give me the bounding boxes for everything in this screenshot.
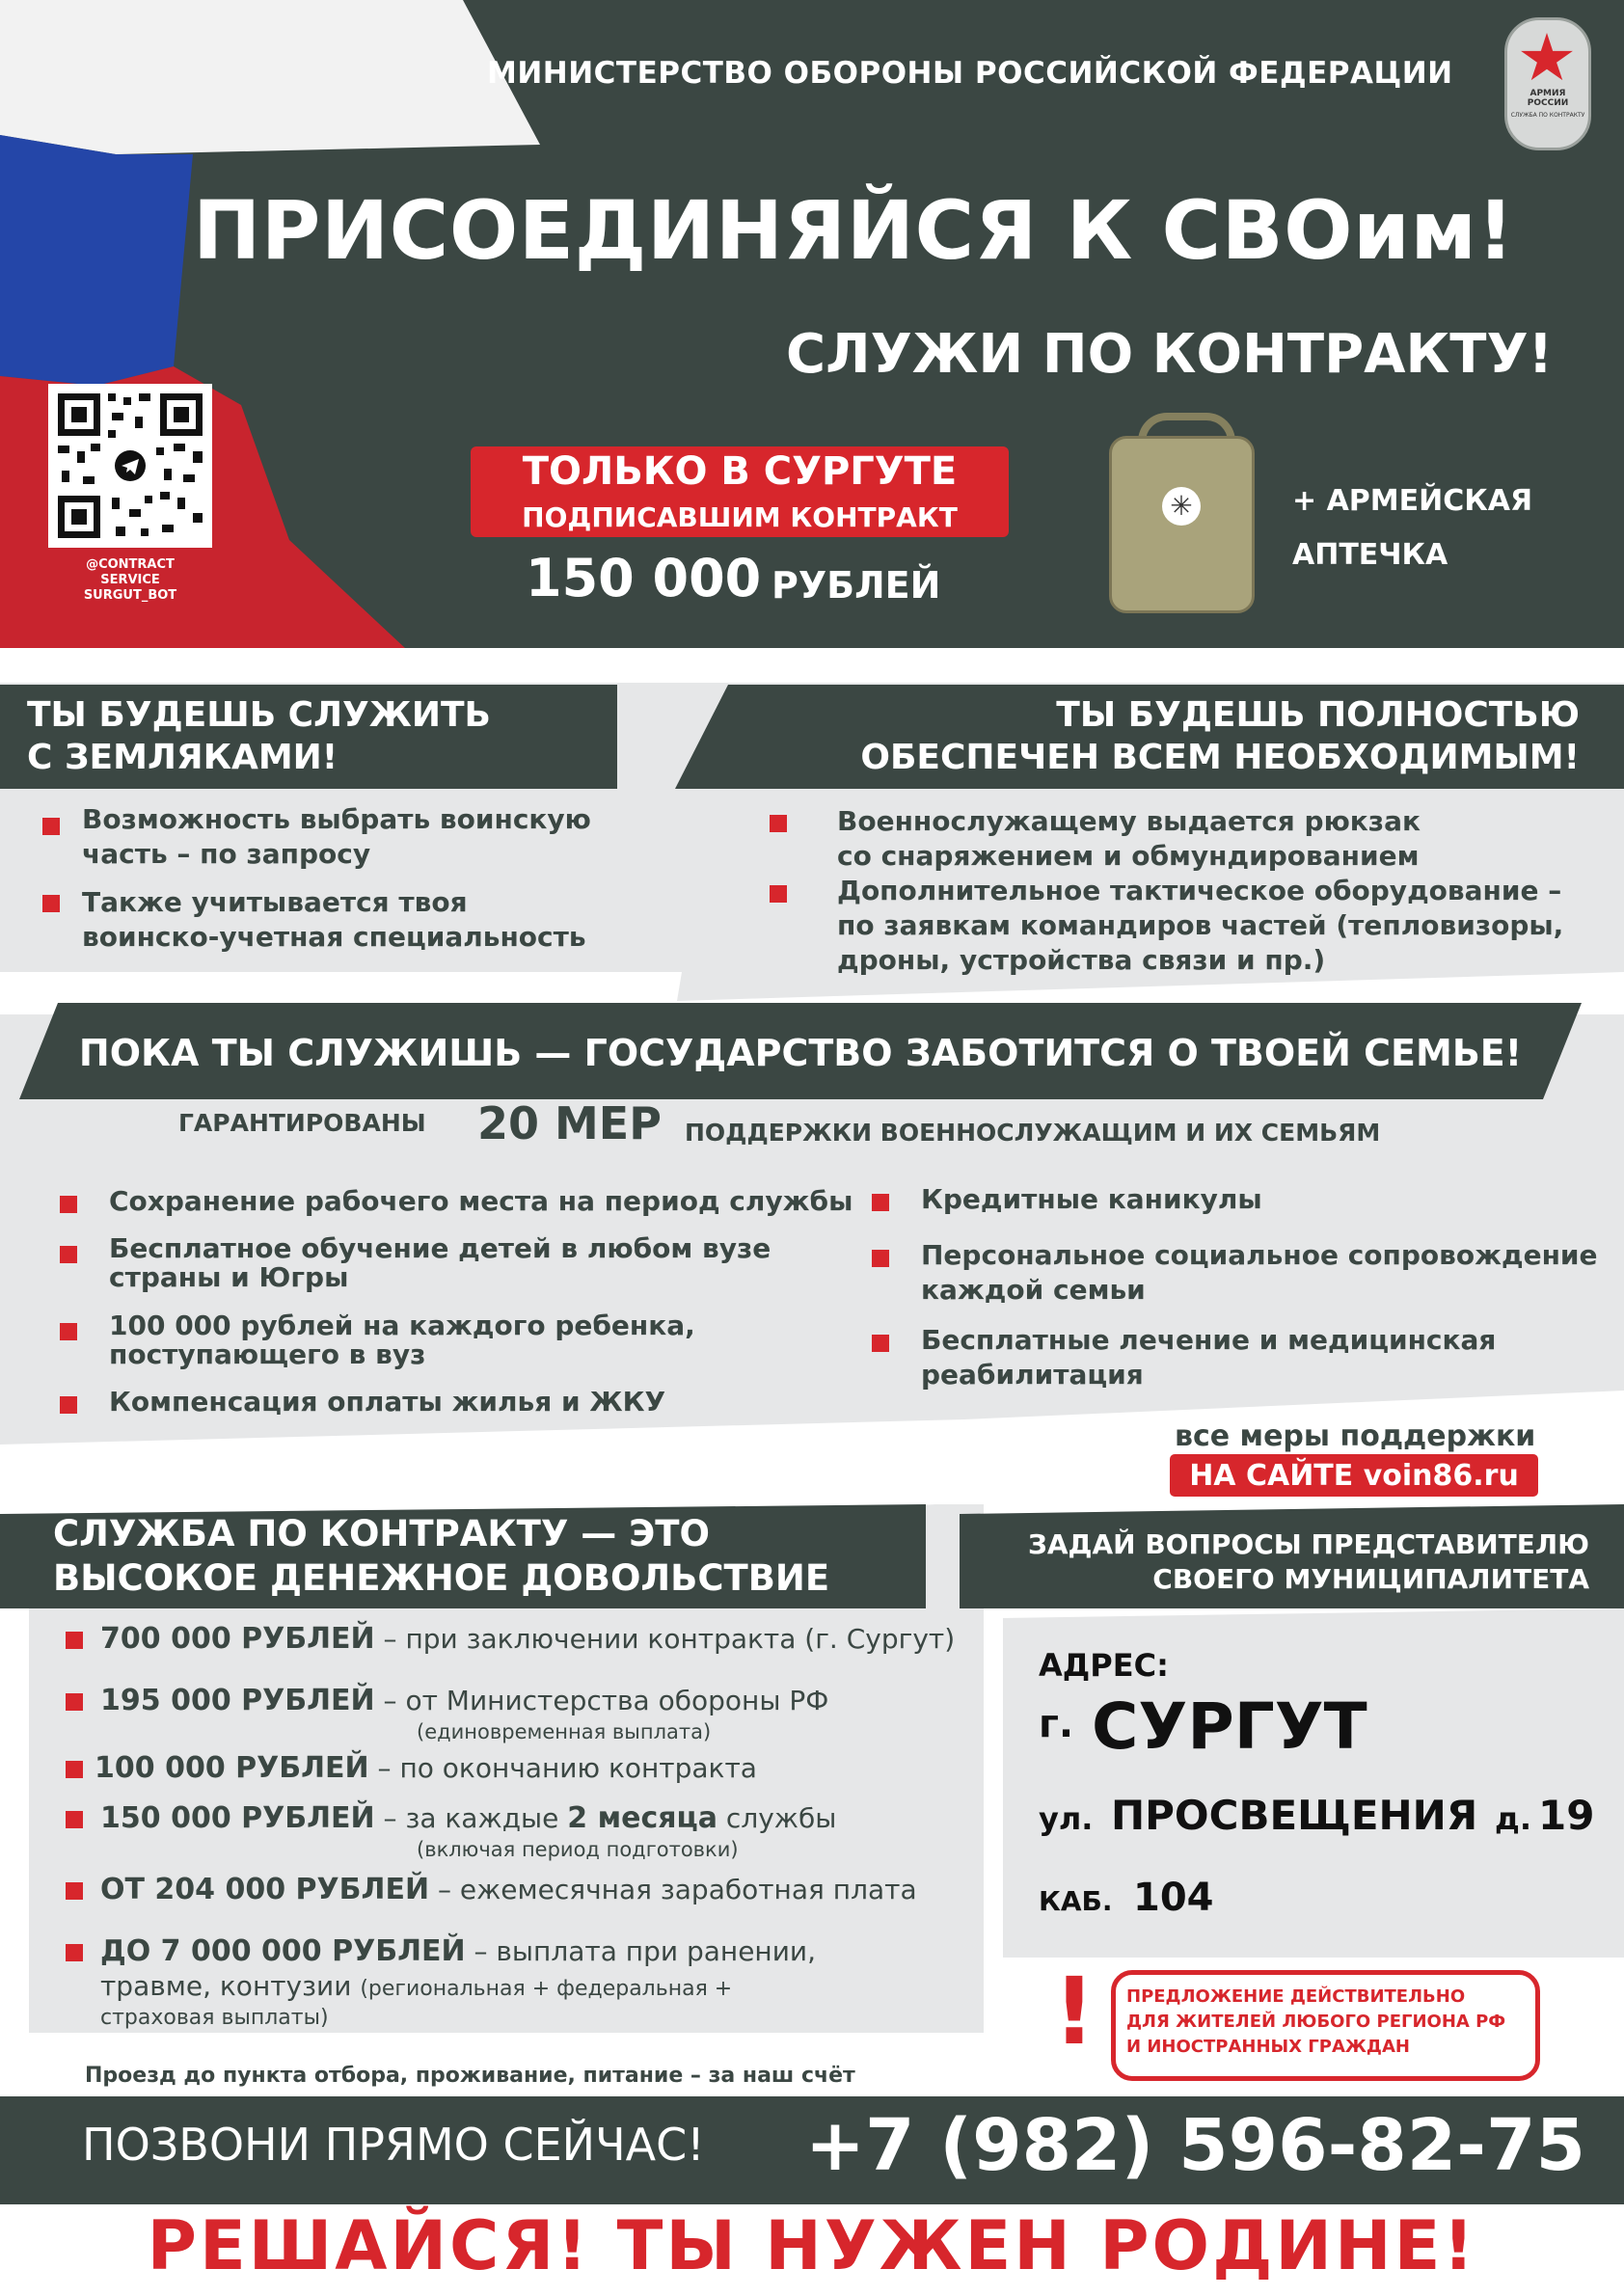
support-note: все меры поддержки: [1175, 1419, 1536, 1453]
bullet-icon: [66, 1761, 83, 1778]
city-prefix: г.: [1039, 1702, 1074, 1746]
bullet-icon: [60, 1246, 77, 1263]
badge-title: ТОЛЬКО В СУРГУТЕ: [522, 449, 958, 494]
bullet-icon: [42, 895, 60, 912]
house-prefix: д.: [1495, 1800, 1531, 1837]
equipment-title: ТЫ БУДЕШЬ ПОЛНОСТЬЮ ОБЕСПЕЧЕН ВСЕМ НЕОБХОДИМЫМ!: [860, 695, 1580, 777]
room-prefix: КАБ.: [1039, 1885, 1113, 1917]
money-item: ОТ 204 000 РУБЛЕЙ – ежемесячная заработная плата: [100, 1873, 917, 1906]
bullet-icon: [66, 1632, 83, 1649]
money-note: (единовременная выплата): [417, 1720, 712, 1743]
money-item: 100 000 РУБЛЕЙ – по окончанию контракта: [95, 1751, 757, 1785]
measures-post: ПОДДЕРЖКИ ВОЕННОСЛУЖАЩИМ И ИХ СЕМЬЯМ: [685, 1119, 1381, 1147]
bullet-icon: [872, 1335, 889, 1352]
bullet-icon: [42, 818, 60, 835]
list-item: Возможность выбрать воинскую часть – по запросу: [82, 803, 591, 870]
emblem-subtext: СЛУЖБА ПО КОНТРАКТУ: [1510, 112, 1585, 119]
final-slogan: РЕШАЙСЯ! ТЫ НУЖЕН РОДИНЕ!: [147, 2206, 1477, 2285]
bullet-icon: [872, 1250, 889, 1267]
list-item: Сохранение рабочего места на период службы: [109, 1185, 853, 1217]
money-title: СЛУЖБА ПО КОНТРАКТУ — ЭТО ВЫСОКОЕ ДЕНЕЖНОЕ ДОВОЛЬСТВИЕ: [53, 1513, 830, 1599]
list-item: 100 000 рублей на каждого ребенка, поступающего в вуз: [109, 1310, 695, 1370]
bullet-icon: [60, 1323, 77, 1340]
qr-code[interactable]: [48, 384, 212, 548]
bullet-icon: [770, 815, 787, 832]
list-item: Кредитные каникулы: [921, 1183, 1262, 1215]
headline: ПРИСОЕДИНЯЙСЯ К СВОим!: [193, 183, 1515, 278]
street-prefix: ул.: [1039, 1800, 1094, 1837]
money-item-line2: травме, контузии (региональная + федеральная +: [100, 1970, 733, 2002]
site-link[interactable]: НА САЙТЕ voin86.ru: [1189, 1459, 1519, 1493]
qr-caption: @CONTRACT SERVICE SURGUT_BOT: [83, 557, 177, 603]
contact-title: ЗАДАЙ ВОПРОСЫ ПРЕДСТАВИТЕЛЮ СВОЕГО МУНИЦИПАЛИТЕТА: [1027, 1528, 1589, 1595]
room-number: 104: [1133, 1876, 1214, 1920]
measures-pre: ГАРАНТИРОВАНЫ: [178, 1109, 426, 1137]
money-item: 150 000 РУБЛЕЙ – за каждые 2 месяца службы: [100, 1801, 837, 1835]
badge-subtitle: ПОДПИСАВШИМ КОНТРАКТ: [522, 501, 958, 533]
bullet-icon: [66, 1811, 83, 1828]
list-item: Персональное социальное сопровождение каждой семьи: [921, 1239, 1598, 1306]
money-note: страховая выплаты): [100, 2006, 329, 2030]
list-item: Компенсация оплаты жилья и ЖКУ: [109, 1386, 666, 1418]
bullet-icon: [872, 1194, 889, 1211]
bullet-icon: [60, 1396, 77, 1414]
money-item: 700 000 РУБЛЕЙ – при заключении контракта (г. Сургут): [100, 1622, 956, 1656]
offer-text: ПРЕДЛОЖЕНИЕ ДЕЙСТВИТЕЛЬНО ДЛЯ ЖИТЕЛЕЙ ЛЮБОГО РЕГИОНА РФ И ИНОСТРАННЫХ ГРАЖДАН: [1126, 1986, 1506, 2057]
money-item: 195 000 РУБЛЕЙ – от Министерства обороны РФ: [100, 1684, 829, 1717]
measures-count: 20 МЕР: [477, 1097, 662, 1149]
family-title: ПОКА ТЫ СЛУЖИШЬ — ГОСУДАРСТВО ЗАБОТИТСЯ О ТВОЕЙ СЕМЬЕ!: [78, 1032, 1523, 1074]
list-item: Бесплатное обучение детей в любом вузе страны и Югры: [109, 1232, 771, 1293]
medkit-label: + АРМЕЙСКАЯ АПТЕЧКА: [1292, 484, 1533, 572]
ministry-title: МИНИСТЕРСТВО ОБОРОНЫ РОССИЙСКОЙ ФЕДЕРАЦИИ: [487, 56, 1453, 91]
call-text: ПОЗВОНИ ПРЯМО СЕЙЧАС!: [82, 2119, 705, 2171]
medical-star-icon: ✳: [1162, 487, 1201, 526]
bullet-icon: [770, 885, 787, 903]
list-item: Также учитывается твоя воинско-учетная специальность: [82, 886, 586, 953]
bullet-icon: [66, 1693, 83, 1711]
bullet-icon: [60, 1196, 77, 1213]
exclamation-icon: !: [1053, 1958, 1096, 2066]
emblem-text: АРМИЯ РОССИИ: [1527, 89, 1569, 108]
countrymen-title: ТЫ БУДЕШЬ СЛУЖИТЬ С ЗЕМЛЯКАМИ!: [27, 695, 491, 777]
bonus-unit: РУБЛЕЙ: [771, 564, 941, 607]
bullet-icon: [66, 1882, 83, 1900]
street-name: ПРОСВЕЩЕНИЯ: [1111, 1792, 1478, 1839]
list-item: Дополнительное тактическое оборудование – по заявкам командиров частей (тепловизоры, дроны, устройства связи и пр.): [837, 875, 1564, 976]
city-name: СУРГУТ: [1092, 1689, 1367, 1764]
travel-note: Проезд до пункта отбора, проживание, питание – за наш счёт: [85, 2064, 855, 2088]
money-item: ДО 7 000 000 РУБЛЕЙ – выплата при ранении,: [100, 1934, 817, 1968]
list-item: Военнослужащему выдается рюкзак со снаряжением и обмундированием: [837, 805, 1421, 872]
bullet-icon: [66, 1944, 83, 1961]
money-note: (включая период подготовки): [417, 1838, 739, 1861]
subheadline: СЛУЖИ ПО КОНТРАКТУ!: [786, 323, 1554, 386]
list-item: Бесплатные лечение и медицинская реабилитация: [921, 1324, 1497, 1391]
house-number: 19: [1538, 1792, 1595, 1839]
bonus-amount: 150 000: [526, 548, 762, 608]
address-label: АДРЕС:: [1039, 1647, 1169, 1684]
qr-code-icon: [48, 384, 212, 548]
phone-number[interactable]: +7 (982) 596-82-75: [805, 2104, 1585, 2187]
